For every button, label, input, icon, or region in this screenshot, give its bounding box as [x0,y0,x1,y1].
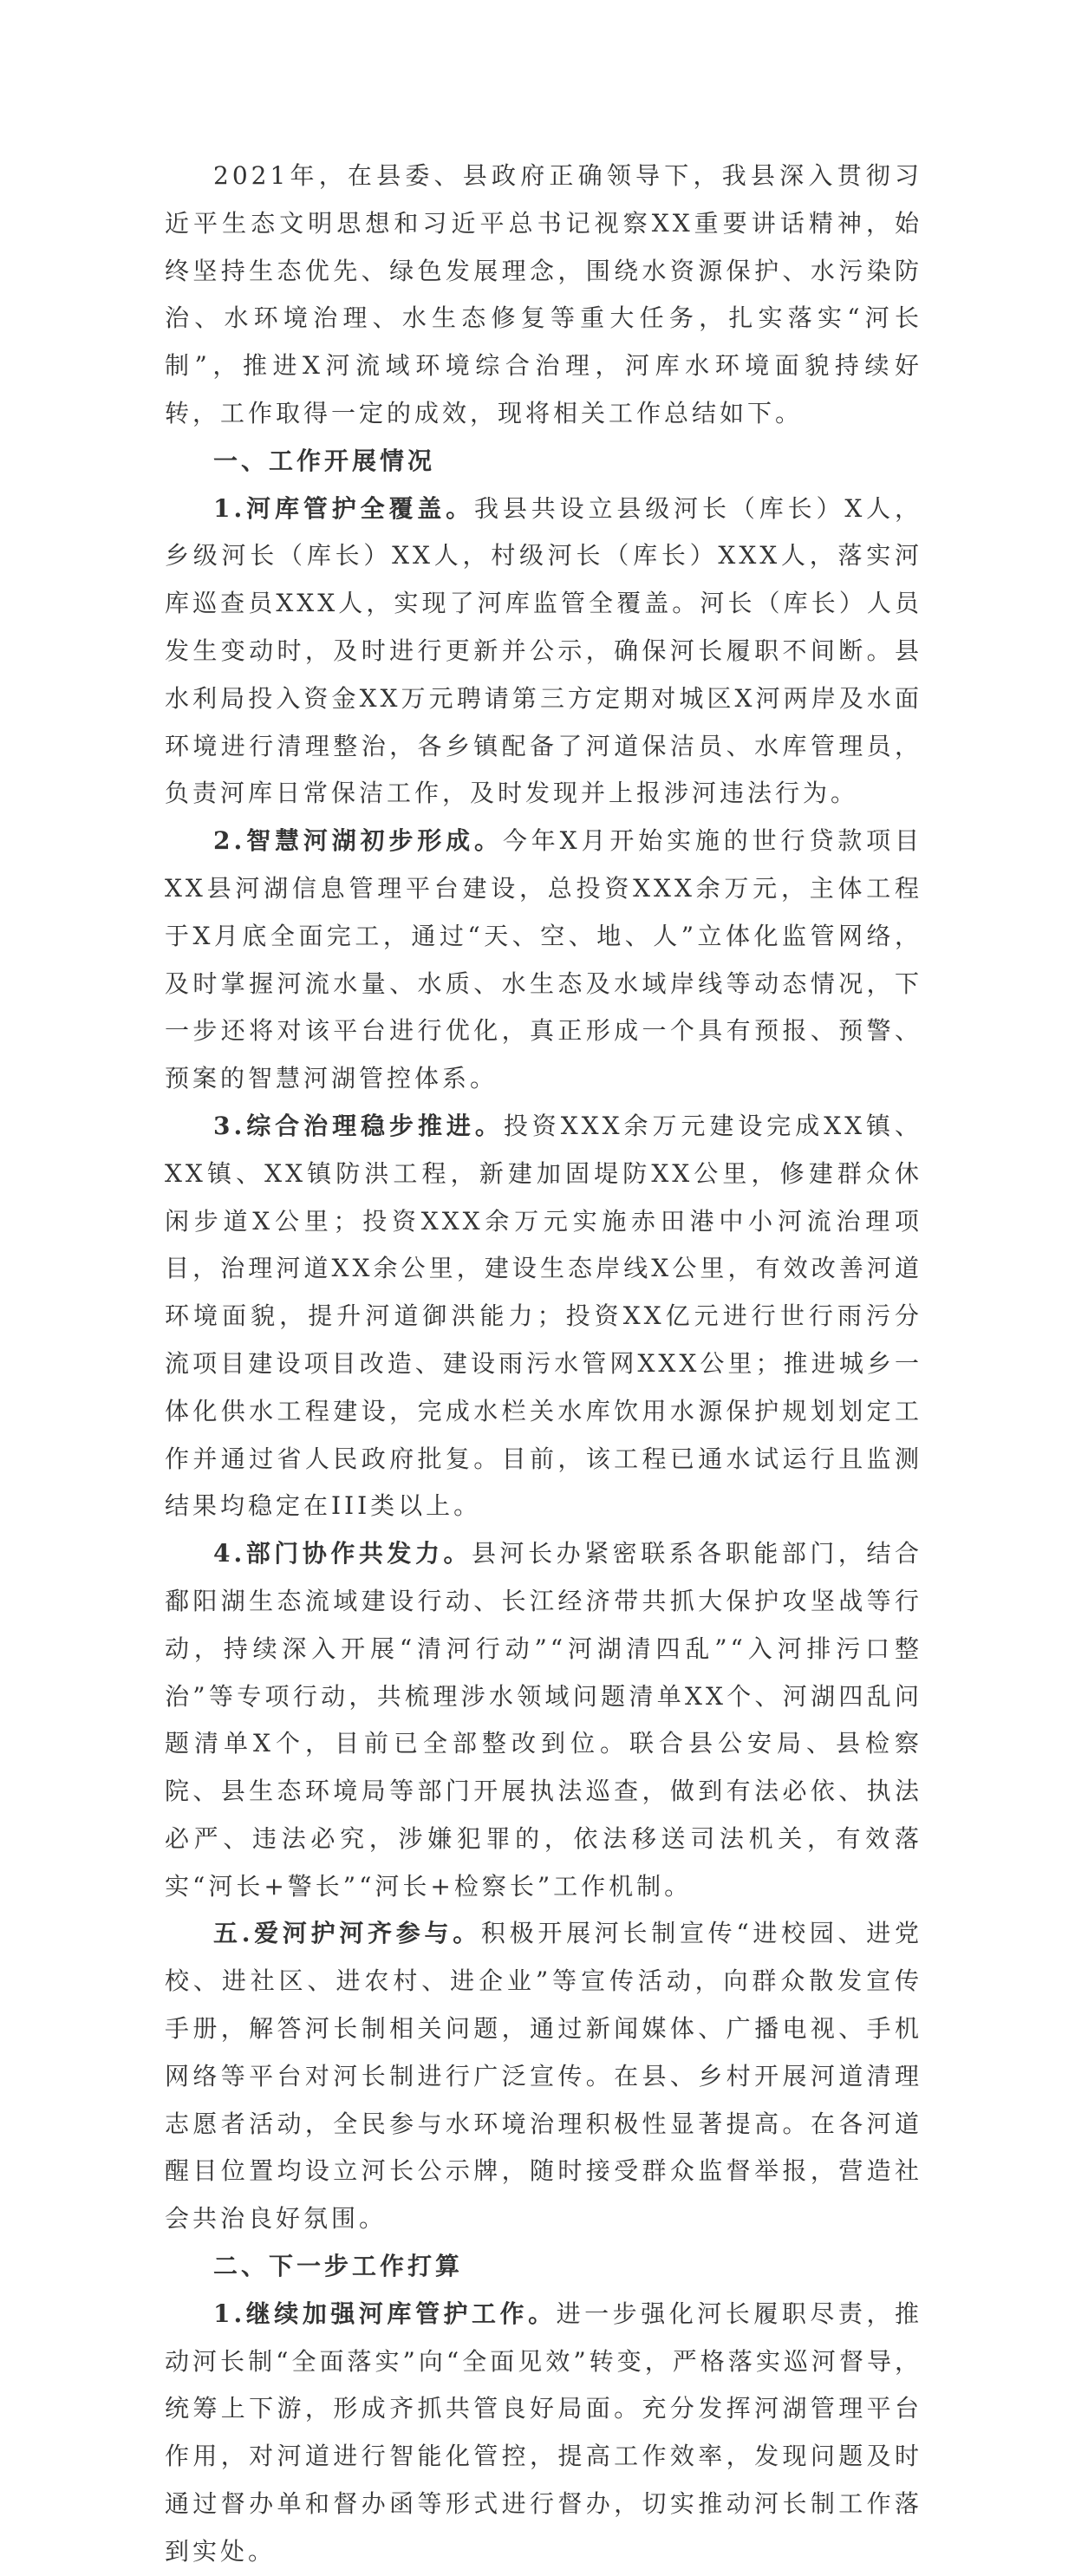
section-heading-next-steps: 二、下一步工作打算 [213,2252,464,2281]
paragraph-lead: 3.综合治理稳步推进。 [213,1111,504,1140]
paragraph-smart-river [165,818,922,1103]
paragraph-body: 县河长办紧密联系各职能部门，结合鄱阳湖生态流域建设行动、长江经济带共抓大保护攻坚战等行动，持续深入开展“清河行动”“河湖清四乱”“入河排污口整治”等专项行动，共梳理涉水领域问题清单XX个、河湖四乱问题清单X个，目前已全部整改到位。联合县公安局、县检察院、县生态环境局等部门开展执法巡查，做到有法必依、执法必严、违法必究，涉嫌犯罪的，依法移送司法机关，有效落实“河长+警长”“河长+检察长”工作机制。 [165,1539,922,1901]
paragraph-lead: 2.智慧河湖初步形成。 [213,826,503,856]
paragraph-public-participation [165,1910,922,2243]
document-page [165,153,922,2576]
paragraph-lead: 1.河库管护全覆盖。 [213,493,475,523]
paragraph-body: 投资XXX余万元建设完成XX镇、XX镇、XX镇防洪工程，新建加固堤防XX公里，修建群众休闲步道X公里；投资XXX余万元实施赤田港中小河流治理项目，治理河道XX余公里，建设生态岸线X公里，有效改善河道环境面貌，提升河道御洪能力；投资XX亿元进行世行雨污分流项目建设项目改造、建设雨污水管网XXX公里；推进城乡一体化供水工程建设，完成水栏关水库饮用水源保护规划划定工作并通过省人民政府批复。目前，该工程已通水试运行且监测结果均稳定在III类以上。 [165,1111,923,1521]
paragraph-body: 今年X月开始实施的世行贷款项目XX县河湖信息管理平台建设，总投资XXX余万元，主体工程于X月底全面完工，通过“天、空、地、人”立体化监管网络，及时掌握河流水量、水质、水生态及水域岸线等动态情况，下一步还将对该平台进行优化，真正形成一个具有预报、预警、预案的智慧河湖管控体系。 [165,826,923,1093]
paragraph-continue-management [165,2291,922,2576]
paragraph-body: 进一步强化河长履职尽责，推动河长制“全面落实”向“全面见效”转变，严格落实巡河督导，统筹上下游，形成齐抓共管良好局面。充分发挥河湖管理平台作用，对河道进行智能化管控，提高工作效率，发现问题及时通过督办单和督办函等形式进行督办，切实推动河长制工作落到实处。 [165,2299,922,2566]
section-heading-work-status: 一、工作开展情况 [213,446,436,475]
paragraph-lead: 1.继续加强河库管护工作。 [213,2299,557,2328]
intro-paragraph: 2021年，在县委、县政府正确领导下，我县深入贯彻习近平生态文明思想和习近平总书记视察XX重要讲话精神，始终坚持生态优先、绿色发展理念，围绕水资源保护、水污染防治、水环境治理、水生态修复等重大任务，扎实落实“河长制”，推进X河流域环境综合治理，河库水环境面貌持续好转，工作取得一定的成效，现将相关工作总结如下。 [165,161,922,427]
paragraph-lead: 4.部门协作共发力。 [213,1539,472,1568]
paragraph-comprehensive-governance [165,1103,922,1530]
paragraph-river-management [165,486,922,818]
paragraph-lead: 五.爱河护河齐参与。 [213,1919,481,1948]
paragraph-department-cooperation [165,1530,922,1910]
paragraph-body: 积极开展河长制宣传“进校园、进党校、进社区、进农村、进企业”等宣传活动，向群众散发宣传手册，解答河长制相关问题，通过新闻媒体、广播电视、手机网络等平台对河长制进行广泛宣传。在县、乡村开展河道清理志愿者活动，全民参与水环境治理积极性显著提高。在各河道醒目位置均设立河长公示牌，随时接受群众监督举报，营造社会共治良好氛围。 [165,1919,922,2234]
paragraph-body: 我县共设立县级河长（库长）X人，乡级河长（库长）XX人，村级河长（库长）XXX人，落实河库巡查员XXX人，实现了河库监管全覆盖。河长（库长）人员发生变动时，及时进行更新并公示，确保河长履职不间断。县水利局投入资金XX万元聘请第三方定期对城区X河两岸及水面环境进行清理整治，各乡镇配备了河道保洁员、水库管理员，负责河库日常保洁工作，及时发现并上报涉河违法行为。 [165,493,922,808]
